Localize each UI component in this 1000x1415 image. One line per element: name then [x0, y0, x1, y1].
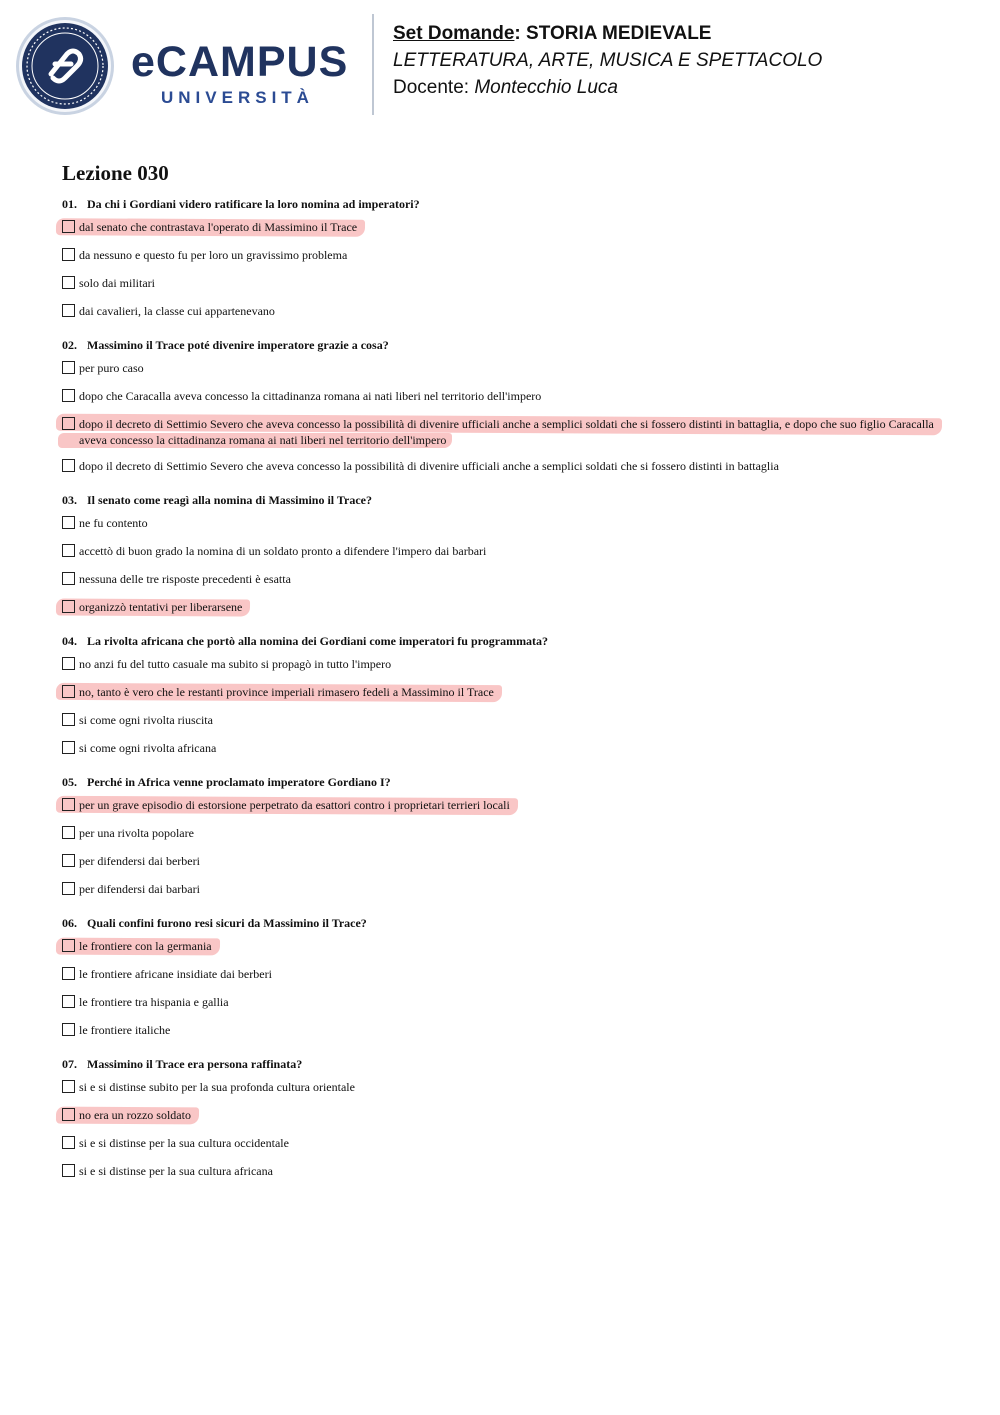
answer-option[interactable] — [62, 938, 952, 956]
answer-option[interactable] — [62, 881, 952, 899]
question-number: 02. — [62, 338, 77, 352]
answer-option[interactable] — [62, 656, 952, 674]
answer-checkbox[interactable] — [62, 1136, 75, 1149]
answer-text: si come ogni rivolta riuscita — [79, 713, 213, 727]
ecampus-wordmark — [131, 36, 361, 116]
question-block — [62, 773, 952, 899]
subject-line — [393, 20, 822, 47]
answer-checkbox[interactable] — [62, 1108, 75, 1121]
answer-checkbox[interactable] — [62, 1080, 75, 1093]
question-text — [62, 632, 952, 650]
question-number: 01. — [62, 197, 77, 211]
question-number: 04. — [62, 634, 77, 648]
answer-option[interactable] — [62, 994, 952, 1012]
answer-checkbox[interactable] — [62, 417, 75, 430]
answer-text: ne fu contento — [79, 516, 148, 530]
answer-text: dopo che Caracalla aveva concesso la cittadinanza romana ai nati liberi nel territorio dell'impero — [79, 389, 542, 403]
question-block — [62, 336, 952, 476]
question-label: Da chi i Gordiani videro ratificare la loro nomina ad imperatori? — [87, 197, 420, 211]
question-text — [62, 336, 952, 354]
answer-option[interactable] — [62, 1079, 952, 1097]
question-block — [62, 914, 952, 1040]
answer-checkbox[interactable] — [62, 1023, 75, 1036]
answer-option[interactable] — [62, 247, 952, 265]
answer-option[interactable] — [62, 1163, 952, 1181]
answer-option[interactable] — [62, 275, 952, 293]
answer-option[interactable] — [62, 853, 952, 871]
page-header — [0, 0, 1000, 130]
answer-option[interactable] — [62, 571, 952, 589]
answer-checkbox[interactable] — [62, 854, 75, 867]
answer-option[interactable] — [62, 797, 952, 815]
answer-text: le frontiere tra hispania e gallia — [79, 995, 229, 1009]
answer-checkbox[interactable] — [62, 1164, 75, 1177]
question-text — [62, 914, 952, 932]
docente-line — [393, 74, 822, 101]
question-text — [62, 1055, 952, 1073]
answer-text: accettò di buon grado la nomina di un soldato pronto a difendere l'impero dai barbari — [79, 544, 487, 558]
header-divider — [372, 14, 374, 115]
answer-checkbox[interactable] — [62, 361, 75, 374]
answer-text: si e si distinse subito per la sua profonda cultura orientale — [79, 1080, 355, 1094]
answer-option[interactable] — [62, 740, 952, 758]
answer-option[interactable] — [62, 416, 952, 448]
answer-checkbox[interactable] — [62, 220, 75, 233]
answer-checkbox[interactable] — [62, 967, 75, 980]
answer-checkbox[interactable] — [62, 276, 75, 289]
answer-text: per puro caso — [79, 361, 144, 375]
answer-option[interactable] — [62, 1022, 952, 1040]
answer-checkbox[interactable] — [62, 389, 75, 402]
answer-checkbox[interactable] — [62, 741, 75, 754]
docente-name: Montecchio Luca — [474, 77, 618, 98]
question-text — [62, 773, 952, 791]
question-label: Il senato come reagì alla nomina di Massimino il Trace? — [87, 493, 372, 507]
answer-text: no, tanto è vero che le restanti province imperiali rimasero fedeli a Massimino il Trace — [79, 685, 494, 699]
subject-title: : STORIA MEDIEVALE — [514, 23, 712, 44]
question-number: 03. — [62, 493, 77, 507]
answer-text: si e si distinse per la sua cultura africana — [79, 1164, 273, 1178]
answer-checkbox[interactable] — [62, 516, 75, 529]
answer-text: dai cavalieri, la classe cui appartenevano — [79, 304, 275, 318]
answer-text: no era un rozzo soldato — [79, 1108, 191, 1122]
question-block — [62, 632, 952, 758]
answer-checkbox[interactable] — [62, 826, 75, 839]
answer-text: per difendersi dai barbari — [79, 882, 200, 896]
answer-text: si come ogni rivolta africana — [79, 741, 217, 755]
answer-option[interactable] — [62, 599, 952, 617]
logo-subtitle: UNIVERSITÀ — [161, 88, 314, 107]
answer-option[interactable] — [62, 966, 952, 984]
answer-text: no anzi fu del tutto casuale ma subito si propagò in tutto l'impero — [79, 657, 392, 671]
question-block — [62, 491, 952, 617]
answer-text: le frontiere africane insidiate dai berberi — [79, 967, 272, 981]
answer-text: organizzò tentativi per liberarsene — [79, 600, 243, 614]
answer-option[interactable] — [62, 515, 952, 533]
answer-text: per una rivolta popolare — [79, 826, 194, 840]
answer-checkbox[interactable] — [62, 459, 75, 472]
answer-checkbox[interactable] — [62, 248, 75, 261]
question-text — [62, 491, 952, 509]
answer-option[interactable] — [62, 825, 952, 843]
question-list — [62, 195, 952, 1196]
answer-text: per difendersi dai berberi — [79, 854, 200, 868]
question-label: Quali confini furono resi sicuri da Massimino il Trace? — [87, 916, 367, 930]
logo-wordmark: eCAMPUS — [131, 38, 349, 86]
lesson-title: Lezione 030 — [62, 161, 169, 185]
answer-option[interactable] — [62, 712, 952, 730]
header-info — [393, 20, 822, 101]
answer-option[interactable] — [62, 388, 952, 406]
answer-checkbox[interactable] — [62, 572, 75, 585]
answer-text: si e si distinse per la sua cultura occidentale — [79, 1136, 289, 1150]
answer-option[interactable] — [62, 684, 952, 702]
question-number: 06. — [62, 916, 77, 930]
answer-text: dal senato che contrastava l'operato di Massimino il Trace — [79, 220, 358, 234]
answer-option[interactable] — [62, 458, 952, 476]
answer-text: da nessuno e questo fu per loro un gravissimo problema — [79, 248, 348, 262]
answer-text: dopo il decreto di Settimio Severo che aveva concesso la possibilità di divenire ufficiali anche a semplici soldati che si fossero distinti in battaglia, e dopo che suo figlio Caracalla aveva concesso la cittadinanza romana ai nati liberi nel territorio dell'impero — [79, 417, 934, 447]
question-text — [62, 195, 952, 213]
answer-checkbox[interactable] — [62, 685, 75, 698]
answer-text: dopo il decreto di Settimio Severo che aveva concesso la possibilità di divenire ufficiali anche a semplici soldati che si fossero distinti in battaglia — [79, 459, 779, 473]
answer-text: solo dai militari — [79, 276, 155, 290]
answer-checkbox[interactable] — [62, 657, 75, 670]
ecampus-seal-icon — [15, 16, 115, 116]
answer-option[interactable] — [62, 1135, 952, 1153]
answer-option[interactable] — [62, 303, 952, 321]
answer-text: le frontiere italiche — [79, 1023, 171, 1037]
question-number: 07. — [62, 1057, 77, 1071]
answer-option[interactable] — [62, 1107, 952, 1125]
answer-option[interactable] — [62, 219, 952, 237]
answer-checkbox[interactable] — [62, 995, 75, 1008]
course-title: LETTERATURA, ARTE, MUSICA E SPETTACOLO — [393, 50, 823, 71]
question-label: La rivolta africana che portò alla nomina dei Gordiani come imperatori fu programmata? — [87, 634, 549, 648]
question-label: Massimino il Trace era persona raffinata? — [87, 1057, 303, 1071]
answer-text: le frontiere con la germania — [79, 939, 212, 953]
answer-checkbox[interactable] — [62, 882, 75, 895]
question-label: Perché in Africa venne proclamato imperatore Gordiano I? — [87, 775, 391, 789]
answer-option[interactable] — [62, 543, 952, 561]
answer-option[interactable] — [62, 360, 952, 378]
docente-label: Docente: — [393, 77, 475, 98]
question-label: Massimino il Trace poté divenire imperatore grazie a cosa? — [87, 338, 389, 352]
question-block — [62, 1055, 952, 1181]
answer-checkbox[interactable] — [62, 798, 75, 811]
question-number: 05. — [62, 775, 77, 789]
answer-checkbox[interactable] — [62, 939, 75, 952]
answer-checkbox[interactable] — [62, 304, 75, 317]
question-block — [62, 195, 952, 321]
answer-checkbox[interactable] — [62, 600, 75, 613]
answer-text: nessuna delle tre risposte precedenti è esatta — [79, 572, 291, 586]
answer-checkbox[interactable] — [62, 713, 75, 726]
set-label: Set Domande — [393, 23, 515, 44]
answer-text: per un grave episodio di estorsione perpetrato da esattori contro i proprietari terrieri locali — [79, 798, 510, 812]
answer-checkbox[interactable] — [62, 544, 75, 557]
